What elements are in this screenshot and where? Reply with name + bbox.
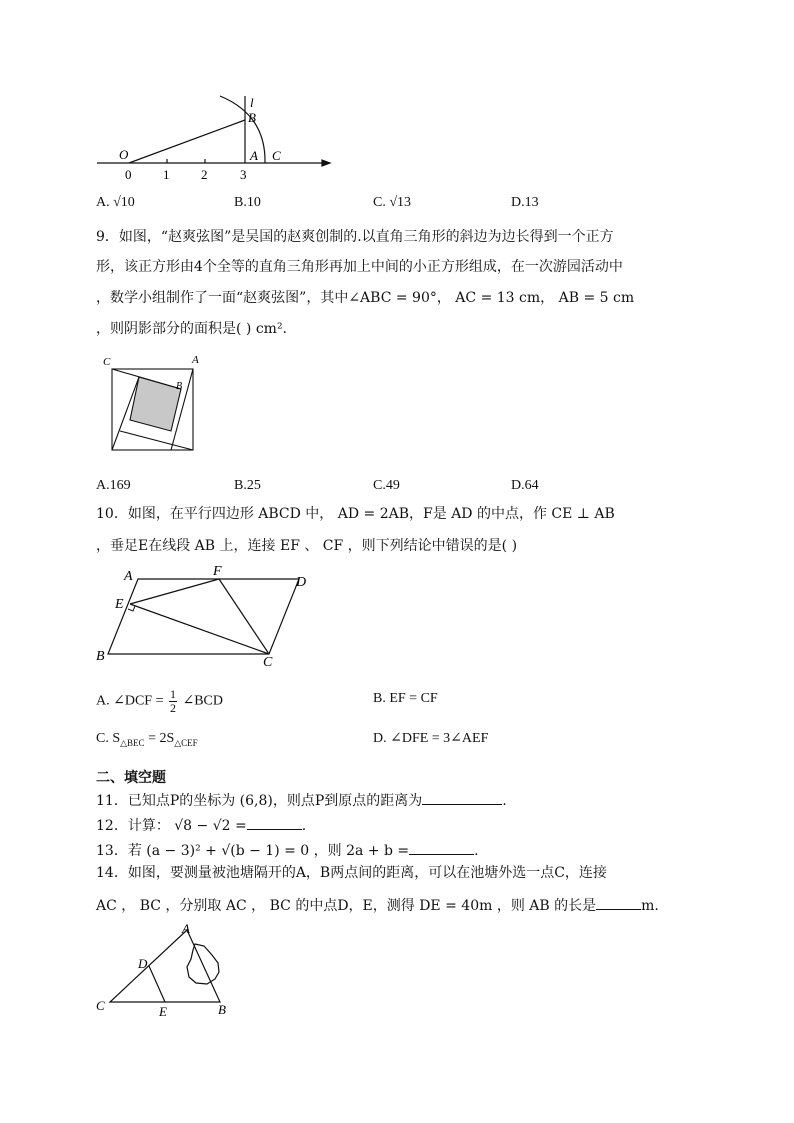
q10-line-1: 10．如图，在平行四边形 ABCD 中， AD = 2AB，F是 AD 的中点，作 CE ⊥ AB xyxy=(96,506,615,522)
segment-OB xyxy=(129,120,245,163)
q13-stem: 13．若 (a − 3)² + √(b − 1) = 0 ，则 2a + b = xyxy=(96,843,410,859)
q9-option-b[interactable]: B.25 xyxy=(234,478,261,493)
q13-text xyxy=(96,840,479,860)
label-A: A xyxy=(182,921,190,936)
q10-option-d[interactable]: D. ∠DFE = 3∠AEF xyxy=(373,731,489,746)
label-C: C xyxy=(103,356,111,368)
q14-line-1: 14．如图，要测量被池塘隔开的A，B两点间的距离，可以在池塘外选一点C，连接 xyxy=(96,865,607,881)
shaded-inner-square xyxy=(130,377,181,431)
fraction-numerator: 1 xyxy=(169,687,176,701)
fraction-denominator: 2 xyxy=(169,701,176,715)
tick-label-1: 1 xyxy=(163,167,170,182)
q12-stem: 12．计算： √8 − √2 = xyxy=(96,818,247,834)
q10-line-2: ，垂足E在线段 AB 上，连接 EF 、 CF ，则下列结论中错误的是( ) xyxy=(96,538,518,554)
q10-figure xyxy=(93,562,323,672)
label-B: B xyxy=(248,110,256,125)
option-a-suffix: ∠BCD xyxy=(182,693,224,709)
q11-answer-blank[interactable] xyxy=(422,790,502,805)
q8-option-b[interactable]: B.10 xyxy=(234,195,261,210)
q10-option-c[interactable] xyxy=(96,730,198,752)
q8-option-d[interactable]: D.13 xyxy=(511,195,539,210)
q10-option-b[interactable]: B. EF = CF xyxy=(373,691,438,706)
label-A: A xyxy=(192,354,199,366)
q12-text xyxy=(96,815,306,835)
label-O: O xyxy=(119,147,129,162)
section-heading-fill-in: 二、填空题 xyxy=(96,770,166,786)
q9-line-3: ，数学小组制作了一面“赵爽弦图”，其中∠ABC = 90°， AC = 13 cm， AB = 5 cm xyxy=(96,290,635,306)
q10-option-a[interactable] xyxy=(96,688,223,715)
option-c-mid: = 2S xyxy=(144,731,175,746)
option-c-prefix: C. S xyxy=(96,731,121,746)
number-line-arrow xyxy=(322,160,330,166)
segment-EF xyxy=(130,579,219,604)
label-D: D xyxy=(138,956,148,971)
q14-line-2 xyxy=(96,895,659,915)
q9-line-1: 9．如图，“赵爽弦图”是吴国的赵爽创制的.以直角三角形的斜边为边长得到一个正方 xyxy=(96,229,614,245)
option-c-sub-2: △CEF xyxy=(174,737,198,748)
tick-label-2: 2 xyxy=(201,167,208,182)
label-F: F xyxy=(213,564,222,579)
label-C: C xyxy=(96,998,105,1013)
q8-figure xyxy=(90,90,340,185)
segment-CF xyxy=(219,579,269,654)
triangle-ABC xyxy=(110,930,220,1002)
q9-line-4: ，则阴影部分的面积是( ) cm². xyxy=(96,321,288,337)
q14-answer-blank[interactable] xyxy=(596,895,641,910)
q9-option-a[interactable]: A.169 xyxy=(96,478,131,493)
q9-line-2: 形，该正方形由4个全等的直角三角形再加上中间的小正方形组成，在一次游园活动中 xyxy=(96,259,623,275)
q9-figure xyxy=(100,352,205,457)
q14-figure xyxy=(92,922,242,1022)
segment-CE xyxy=(130,604,269,654)
label-B: B xyxy=(96,649,105,664)
q14-unit: m. xyxy=(641,898,659,914)
label-E: E xyxy=(115,597,124,612)
q9-option-c[interactable]: C.49 xyxy=(373,478,400,493)
tick-label-3: 3 xyxy=(240,167,247,182)
label-A: A xyxy=(124,569,133,584)
option-c-sub-1: △BEC xyxy=(120,737,145,748)
option-a-prefix: A. ∠DCF = xyxy=(96,693,164,709)
q11-text xyxy=(96,790,507,810)
label-D: D xyxy=(296,575,307,590)
q13-period: . xyxy=(474,843,479,859)
tick-label-0: 0 xyxy=(125,167,132,182)
label-B: B xyxy=(176,381,183,392)
q12-answer-blank[interactable] xyxy=(247,815,302,830)
label-C: C xyxy=(272,148,281,163)
label-B: B xyxy=(218,1002,226,1017)
q8-option-a[interactable]: A. √10 xyxy=(96,195,135,210)
q13-answer-blank[interactable] xyxy=(409,840,474,855)
q11-stem: 11．已知点P的坐标为 (6,8)，则点P到原点的距离为 xyxy=(96,793,423,809)
q11-period: . xyxy=(502,793,507,809)
label-E: E xyxy=(159,1004,167,1019)
arc-BC xyxy=(220,96,265,163)
q14-stem: AC ， BC ，分别取 AC ， BC 的中点D，E，测得 DE = 40m ，则 AB 的长是 xyxy=(96,898,597,914)
label-C: C xyxy=(263,655,273,670)
midline-DE xyxy=(149,966,165,1002)
parallelogram-ABCD xyxy=(108,579,299,654)
q12-period: . xyxy=(301,818,307,834)
label-l: l xyxy=(250,95,254,110)
label-A: A xyxy=(250,148,258,163)
fraction-one-half xyxy=(169,688,177,715)
q8-option-c[interactable]: C. √13 xyxy=(373,195,412,210)
right-angle-mark xyxy=(128,606,135,611)
triangle-side-3 xyxy=(120,431,193,450)
q9-option-d[interactable]: D.64 xyxy=(511,478,539,493)
